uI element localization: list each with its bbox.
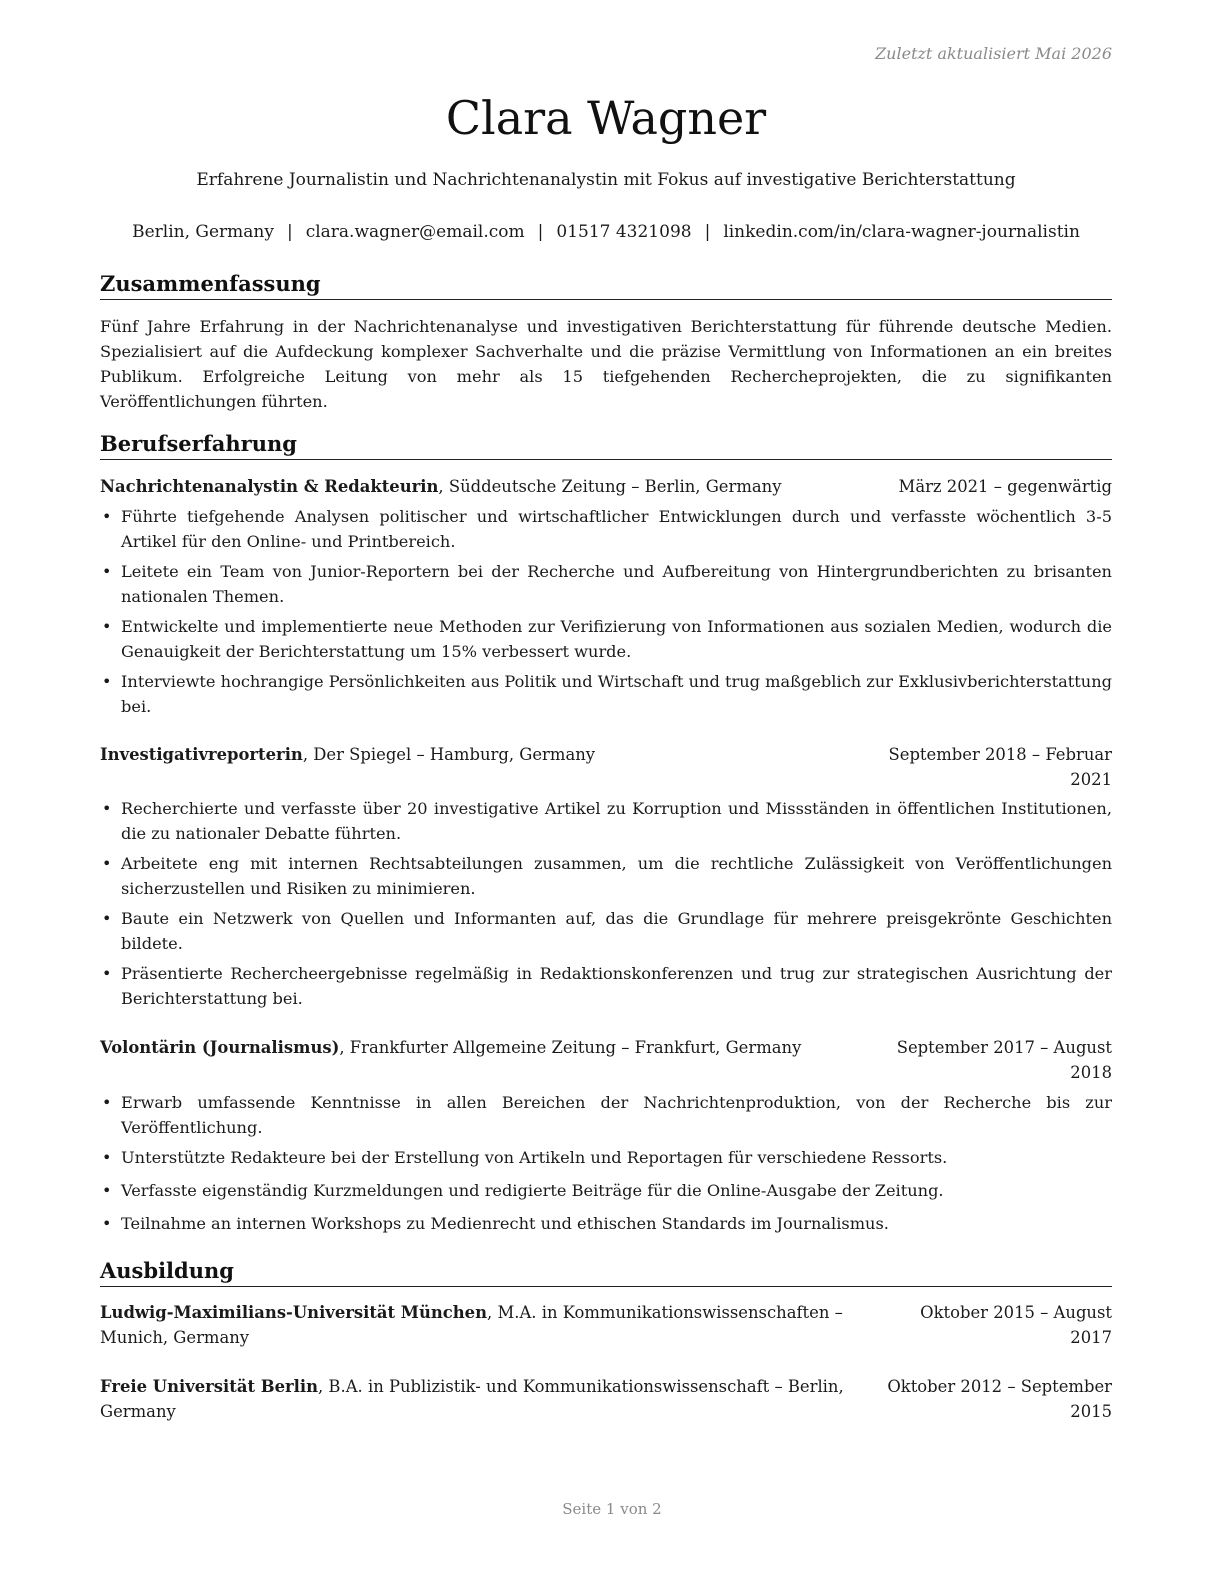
- education-degree: , B.A. in Publizistik- und Kommunikationswissenschaft – Berlin,: [318, 1377, 844, 1396]
- candidate-name: Clara Wagner: [445, 91, 767, 145]
- education-school: Ludwig-Maximilians-Universität München: [100, 1303, 488, 1322]
- list-item: • Arbeitete eng mit internen Rechtsabteilungen zusammen, um die rechtliche Zulässigkeit von Veröffentlichungen sicherzustellen und Risiken zu minimieren.: [100, 851, 1112, 901]
- list-item: • Erwarb umfassende Kenntnisse in allen Bereichen der Nachrichtenproduktion, von der Recherche bis zur Veröffentlichung.: [100, 1090, 1112, 1140]
- section-title-summary: Zusammenfassung: [100, 270, 1112, 300]
- job-role: Nachrichtenanalystin & Redakteurin: [100, 477, 439, 496]
- education-location: Munich, Germany: [100, 1328, 250, 1347]
- list-item: • Führte tiefgehende Analysen politischer und wirtschaftlicher Entwicklungen durch und verfasste wöchentlich 3-5 Artikel für den Online- und Printbereich.: [100, 504, 1112, 554]
- job-org: , Frankfurter Allgemeine Zeitung – Frankfurt, Germany: [339, 1038, 802, 1057]
- list-item: • Verfasste eigenständig Kurzmeldungen und redigierte Beiträge für die Online-Ausgabe der Zeitung.: [100, 1178, 1112, 1203]
- list-item: • Präsentierte Rechercheergebnisse regelmäßig in Redaktionskonferenzen und trug zur strategischen Ausrichtung der Berichterstattung bei.: [100, 961, 1112, 1011]
- section-title-education: Ausbildung: [100, 1257, 1112, 1287]
- page-number: Seite 1 von 2: [562, 1500, 662, 1518]
- education-school: Freie Universität Berlin: [100, 1377, 319, 1396]
- list-item: • Teilnahme an internen Workshops zu Medienrecht und ethischen Standards im Journalismus.: [100, 1211, 1112, 1236]
- list-item: • Baute ein Netzwerk von Quellen und Informanten auf, das die Grundlage für mehrere preisgekrönte Geschichten bildete.: [100, 906, 1112, 956]
- job-role: Volontärin (Journalismus): [100, 1038, 340, 1057]
- list-item: • Recherchierte und verfasste über 20 investigative Artikel zu Korruption und Missständen in öffentlichen Institutionen, die zu nationaler Debatte führten.: [100, 796, 1112, 846]
- list-item: • Leitete ein Team von Junior-Reportern bei der Recherche und Aufbereitung von Hintergrundberichten zu brisanten nationalen Themen.: [100, 559, 1112, 609]
- job-date: März 2021 – gegenwärtig: [898, 477, 1112, 496]
- summary-text: Fünf Jahre Erfahrung in der Nachrichtenanalyse und investigativen Berichterstattung für führende deutsche Medien. Spezialisiert auf die Aufdeckung komplexer Sachverhalte und die präzise Vermittlung von Informationen an ein breites Publikum. Erfolgreiche Leitung von mehr als 15 tiefgehenden Rechercheprojekten, die zu signifikanten Veröffentlichungen führten.: [100, 317, 1112, 411]
- section-title-experience: Berufserfahrung: [100, 430, 1112, 460]
- last-updated-note: Zuletzt aktualisiert Mai 2026: [875, 44, 1112, 63]
- contact-location: Berlin, Germany: [132, 222, 274, 242]
- contact-linkedin[interactable]: linkedin.com/in/clara-wagner-journalistin: [723, 222, 1080, 242]
- contact-phone[interactable]: 01517 4321098: [556, 222, 692, 242]
- contact-line: [80, 220, 1132, 244]
- contact-separator: |: [286, 222, 293, 242]
- job-role: Investigativreporterin: [100, 745, 303, 764]
- education-degree: , M.A. in Kommunikationswissenschaften –: [487, 1303, 843, 1322]
- job-date: September 2018 – Februar 2021: [888, 745, 1112, 789]
- job-bullets: [100, 504, 1112, 724]
- education-date: Oktober 2015 – August 2017: [920, 1303, 1112, 1347]
- education-location: Germany: [100, 1402, 176, 1421]
- candidate-headline: Erfahrene Journalistin und Nachrichtenanalystin mit Fokus auf investigative Berichterstattung: [196, 170, 1016, 190]
- list-item: • Entwickelte und implementierte neue Methoden zur Verifizierung von Informationen aus sozialen Medien, wodurch die Genauigkeit der Berichterstattung um 15% verbessert wurde.: [100, 614, 1112, 664]
- list-item: • Unterstützte Redakteure bei der Erstellung von Artikeln und Reportagen für verschiedene Ressorts.: [100, 1145, 1112, 1170]
- list-item: • Interviewte hochrangige Persönlichkeiten aus Politik und Wirtschaft und trug maßgeblich zur Exklusivberichterstattung bei.: [100, 669, 1112, 719]
- contact-separator: |: [704, 222, 711, 242]
- job-date: September 2017 – August 2018: [896, 1038, 1112, 1082]
- job-org: , Der Spiegel – Hamburg, Germany: [302, 745, 596, 764]
- job-bullets: [100, 1090, 1112, 1241]
- education-date: Oktober 2012 – September 2015: [887, 1377, 1112, 1421]
- job-org: , Süddeutsche Zeitung – Berlin, Germany: [438, 477, 782, 496]
- job-bullets: [100, 796, 1112, 1016]
- contact-separator: |: [537, 222, 544, 242]
- contact-email[interactable]: clara.wagner@email.com: [305, 222, 525, 242]
